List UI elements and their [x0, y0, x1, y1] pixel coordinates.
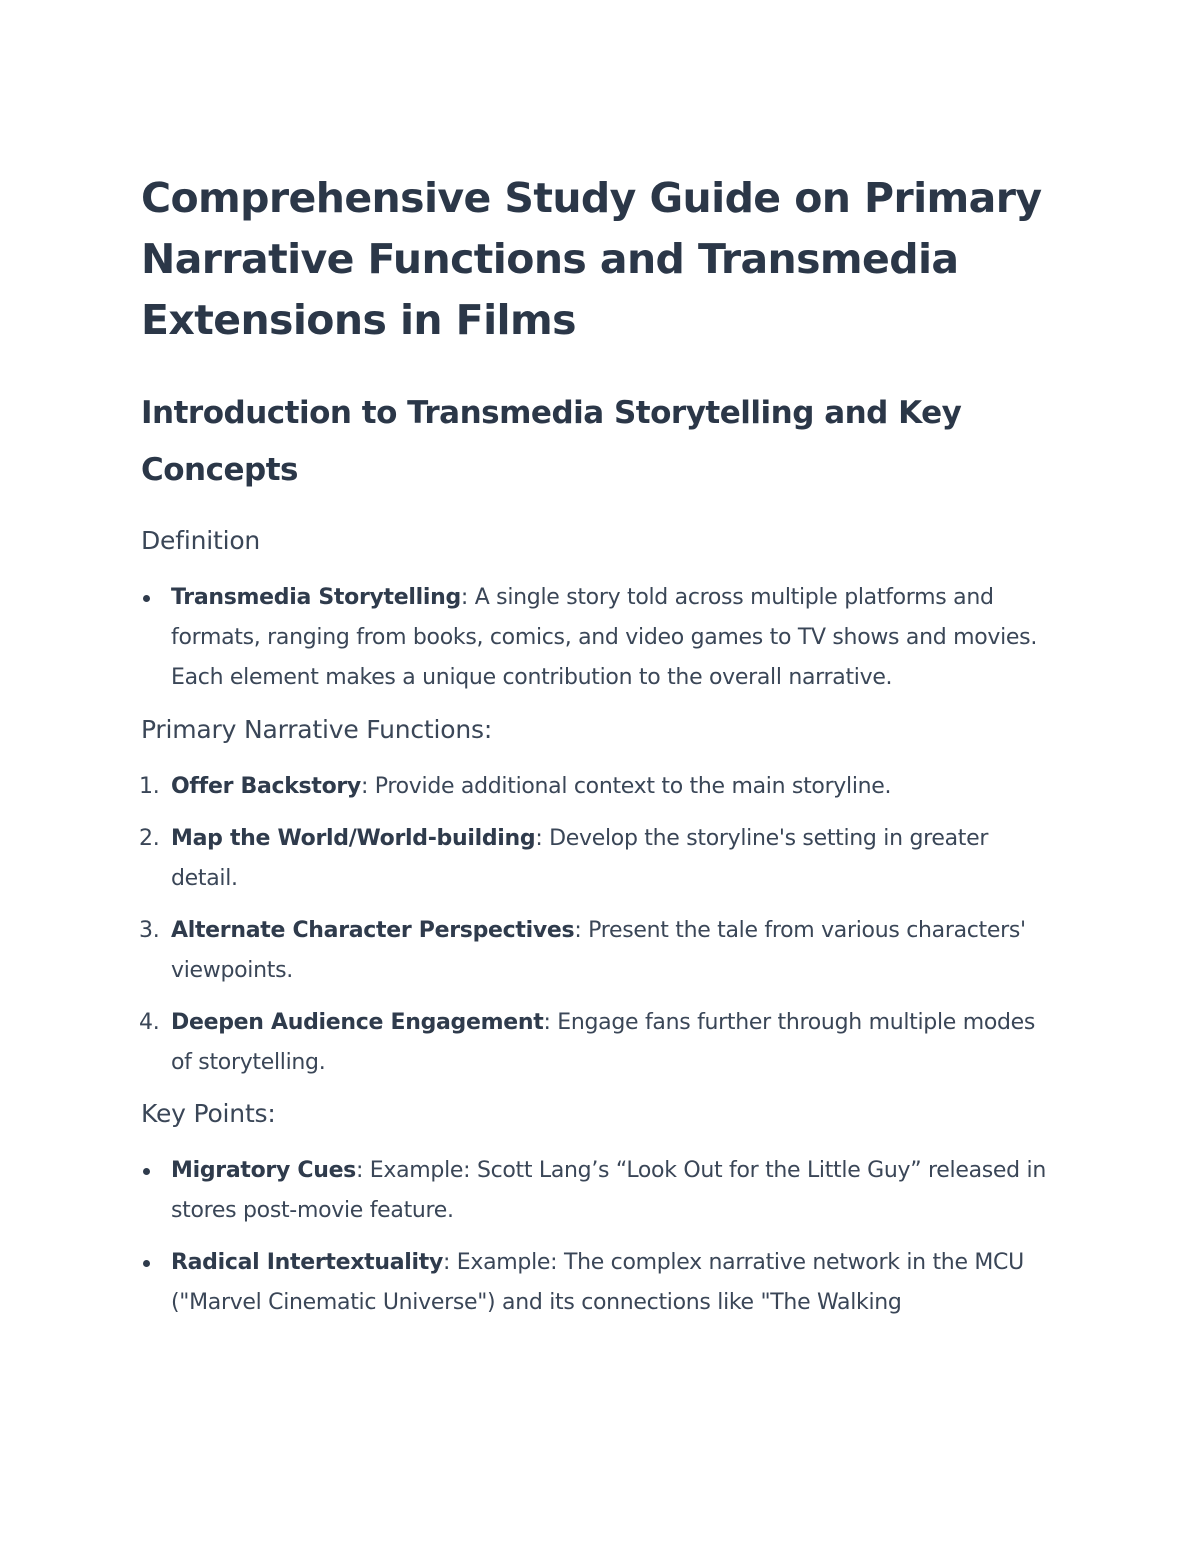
definition-list	[141, 578, 1061, 698]
description: : Present the tale from various characters' viewpoints.	[171, 918, 1026, 983]
item-number: 2.	[139, 826, 160, 851]
bullet-icon	[143, 1260, 150, 1267]
description: : A single story told across multiple platforms and formats, ranging from books, comics, and video games to TV shows and movies. Each element makes a unique contribution to the overall narrative.	[171, 585, 1038, 690]
description: : Engage fans further through multiple modes of storytelling.	[171, 1010, 1036, 1075]
term: Migratory Cues	[171, 1158, 356, 1183]
functions-list	[141, 767, 1061, 1083]
list-item	[141, 1243, 1061, 1323]
key-points-heading: Key Points:	[141, 1099, 276, 1128]
list-item	[141, 767, 1061, 807]
item-number: 3.	[139, 918, 160, 943]
key-points-list	[141, 1151, 1061, 1323]
bullet-icon	[143, 1168, 150, 1175]
item-number: 4.	[139, 1010, 160, 1035]
list-item	[141, 1151, 1061, 1231]
document-title: Comprehensive Study Guide on Primary Narrative Functions and Transmedia Extensions in Films	[141, 174, 1042, 344]
bullet-icon	[143, 595, 150, 602]
description: : Example: Scott Lang’s “Look Out for the Little Guy” released in stores post-movie feature.	[171, 1158, 1046, 1223]
item-number: 1.	[139, 774, 160, 799]
term: Radical Intertextuality	[171, 1250, 443, 1275]
description: : Provide additional context to the main storyline.	[360, 774, 892, 799]
list-item	[141, 578, 1061, 698]
section-heading: Introduction to Transmedia Storytelling and Key Concepts	[141, 395, 962, 488]
term: Map the World/World-building	[171, 826, 536, 851]
description: : Example: The complex narrative network in the MCU ("Marvel Cinematic Universe") and its connections like "The Walking	[171, 1250, 1024, 1315]
list-item	[141, 819, 1061, 899]
term: Transmedia Storytelling	[171, 585, 461, 610]
definition-heading: Definition	[141, 526, 261, 555]
term: Deepen Audience Engagement	[171, 1010, 544, 1035]
term: Offer Backstory	[171, 774, 361, 799]
list-item	[141, 911, 1061, 991]
term: Alternate Character Perspectives	[171, 918, 575, 943]
list-item	[141, 1003, 1061, 1083]
description: : Develop the storyline's setting in greater detail.	[171, 826, 989, 891]
document-page	[141, 168, 1061, 1335]
functions-heading: Primary Narrative Functions:	[141, 715, 493, 744]
